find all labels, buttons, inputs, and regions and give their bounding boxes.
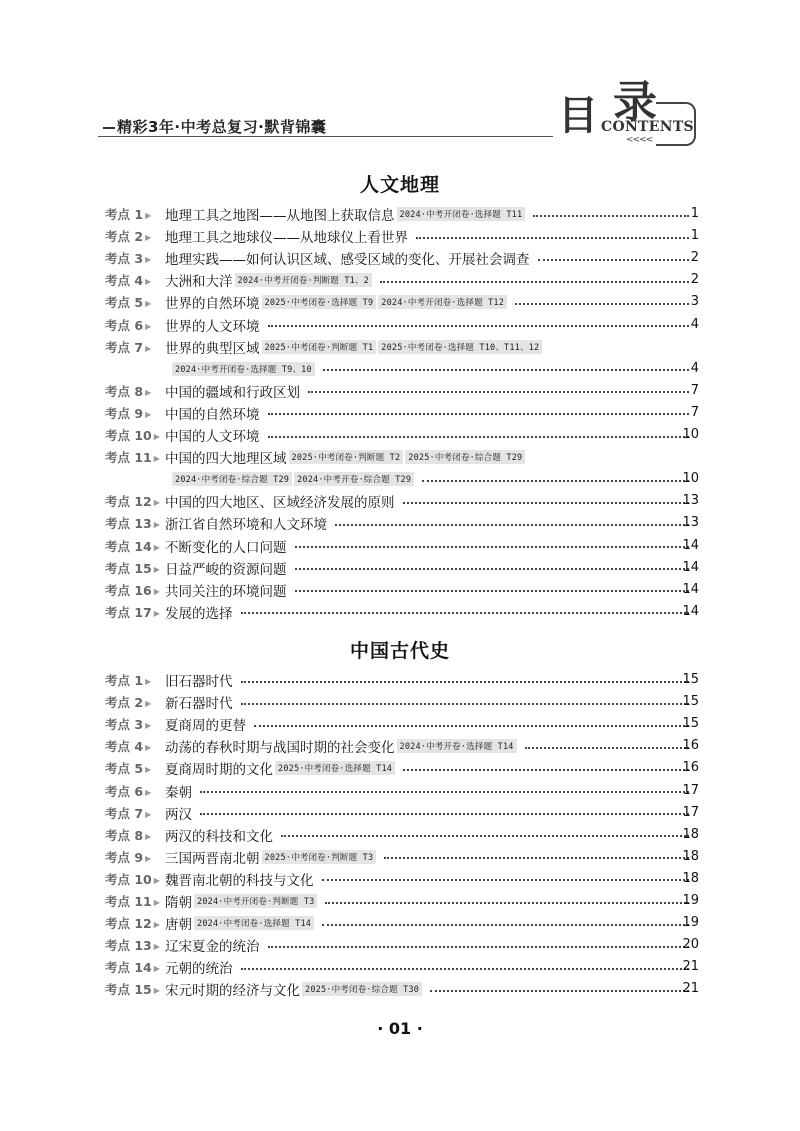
entry-label [105, 870, 160, 888]
dot-leader [241, 703, 690, 705]
entry-title: 中国的四大地理区域 [165, 451, 287, 468]
toc-entry[interactable] [0, 802, 800, 824]
triangle-right-icon: ▶ [153, 520, 160, 530]
brand-text: 精彩3年·中考总复习·默背锦囊 [117, 118, 327, 136]
dot-leader [268, 413, 690, 415]
entry-label [105, 603, 160, 621]
toc-entry[interactable] [0, 757, 800, 779]
entry-title: 地理工具之地球仪——从地球仪上看世界 [165, 230, 408, 247]
entry-label-text: 考点 9 [105, 405, 144, 421]
toc-entry[interactable] [0, 669, 800, 691]
logo-contents-text: CONTENTS [601, 119, 694, 135]
triangle-right-icon: ▶ [153, 564, 160, 574]
entry-line [165, 336, 693, 358]
triangle-right-icon: ▶ [153, 454, 160, 464]
entry-label [105, 316, 151, 334]
entry-page-number: 16 [682, 738, 699, 754]
dot-leader [241, 612, 690, 614]
toc-entry[interactable] [0, 424, 800, 446]
entry-title: 地理实践——如何认识区域、感受区域的变化、开展社会调查 [165, 252, 530, 269]
entry-page-number: 21 [682, 959, 699, 975]
toc-entry[interactable] [0, 490, 800, 512]
toc-entry[interactable] [0, 978, 800, 1000]
entry-label [105, 537, 160, 555]
entry-label-text: 考点 3 [105, 251, 144, 267]
entry-title: 夏商周的更替 [165, 718, 246, 735]
exam-source-tag: 2024·中考开闭卷·选择题 T12 [378, 295, 507, 309]
toc-entry-continuation [0, 468, 800, 490]
triangle-right-icon: ▶ [145, 831, 152, 841]
entry-label [105, 715, 151, 733]
dot-leader [538, 259, 690, 261]
triangle-right-icon: ▶ [145, 699, 152, 709]
triangle-right-icon: ▶ [153, 964, 160, 974]
triangle-right-icon: ▶ [145, 853, 152, 863]
entry-line [165, 824, 693, 846]
entry-label [105, 492, 160, 510]
triangle-right-icon: ▶ [145, 387, 152, 397]
entry-page-number: 7 [690, 382, 699, 398]
entry-label [105, 448, 160, 466]
triangle-right-icon: ▶ [153, 898, 160, 907]
dot-leader [422, 480, 689, 482]
dot-leader [323, 369, 689, 371]
entry-page-number: 15 [682, 672, 699, 687]
dot-leader [268, 325, 690, 327]
triangle-right-icon: ▶ [153, 942, 160, 952]
entry-label [105, 693, 151, 711]
entry-label-text: 考点 12 [105, 494, 152, 510]
entry-title: 不断变化的人口问题 [165, 539, 287, 556]
entry-label-text: 考点 7 [105, 339, 144, 355]
entry-label-text: 考点 2 [105, 695, 144, 711]
entry-title: 中国的自然环境 [165, 406, 260, 423]
entry-page-number: 13 [682, 493, 699, 509]
entry-label [105, 426, 160, 444]
dot-leader [241, 681, 690, 683]
entry-label [105, 826, 151, 844]
entry-page-number: 21 [682, 981, 699, 997]
toc-entry[interactable] [0, 269, 800, 291]
entry-label-text: 考点 5 [105, 761, 144, 777]
triangle-right-icon: ▶ [145, 277, 152, 287]
entry-line [165, 424, 693, 446]
dot-leader [325, 902, 689, 904]
toc-entry[interactable] [0, 824, 800, 846]
brand-lead-line [103, 127, 115, 129]
triangle-right-icon: ▶ [145, 743, 152, 753]
dot-leader [295, 546, 690, 548]
entry-page-number: 18 [682, 870, 699, 886]
dot-leader [430, 990, 689, 992]
entry-title: 元朝的统治 [165, 961, 233, 978]
entry-label-text: 考点 15 [105, 560, 152, 576]
entry-title: 唐朝 [165, 917, 192, 934]
dot-leader [525, 747, 689, 749]
dot-leader [308, 391, 689, 393]
entry-title: 两汉的科技和文化 [165, 828, 273, 845]
entry-page-number: 17 [682, 782, 699, 798]
entry-line [165, 446, 693, 468]
entry-line [165, 890, 693, 912]
entry-label [105, 759, 151, 777]
toc-entry[interactable] [0, 336, 800, 358]
entry-label [105, 293, 151, 311]
entry-label-text: 考点 10 [105, 871, 152, 887]
entry-line [170, 358, 693, 380]
toc-entry[interactable] [0, 402, 800, 424]
entry-page-number: 16 [682, 760, 699, 776]
triangle-right-icon: ▶ [153, 498, 160, 508]
entry-label [105, 559, 160, 577]
entry-line [165, 868, 693, 890]
entry-label [105, 804, 151, 822]
entry-page-number: 2 [690, 250, 699, 266]
toc-entry[interactable] [0, 203, 800, 225]
entry-page-number: 14 [682, 537, 699, 553]
toc-entry[interactable] [0, 512, 800, 534]
entry-line [165, 956, 693, 978]
triangle-right-icon: ▶ [145, 721, 152, 731]
dot-leader [403, 502, 690, 504]
toc-entry[interactable] [0, 314, 800, 336]
entry-page-number: 1 [690, 206, 699, 221]
triangle-right-icon: ▶ [145, 321, 152, 331]
triangle-right-icon: ▶ [145, 233, 152, 243]
entry-page-number: 10 [682, 427, 699, 442]
entry-label-text: 考点 2 [105, 229, 144, 245]
page-number: · 01 · [377, 1019, 423, 1038]
entry-label [105, 782, 151, 800]
dot-leader [322, 924, 689, 926]
entry-title: 浙江省自然环境和人文环境 [165, 517, 327, 534]
toc-entry[interactable] [0, 735, 800, 757]
entry-line [165, 380, 693, 402]
entry-label-text: 考点 1 [105, 207, 144, 222]
entry-page-number: 7 [690, 404, 699, 420]
entry-title: 隋朝 [165, 895, 192, 911]
exam-source-tag: 2025·中考闭卷·判断题 T1 [262, 340, 377, 354]
triangle-right-icon: ▶ [145, 299, 152, 309]
entry-page-number: 17 [682, 804, 699, 820]
dot-leader [384, 857, 689, 859]
toc-entry[interactable] [0, 890, 800, 912]
entry-label-text: 考点 4 [105, 739, 144, 755]
entry-title: 世界的自然环境 [165, 296, 260, 313]
entry-title: 两汉 [165, 806, 192, 823]
triangle-right-icon: ▶ [145, 343, 152, 353]
dot-leader [200, 791, 689, 793]
exam-source-tag: 2024·中考开卷·综合题 T29 [294, 472, 414, 486]
entry-line [165, 601, 693, 623]
entry-label [105, 227, 151, 245]
entry-line [165, 735, 693, 757]
toc-entry[interactable] [0, 247, 800, 269]
entry-label-text: 考点 10 [105, 428, 152, 443]
entry-line [165, 579, 693, 601]
triangle-right-icon: ▶ [153, 608, 160, 618]
entry-label [105, 914, 160, 932]
toc-entry[interactable] [0, 446, 800, 468]
entry-label-text: 考点 8 [105, 827, 144, 843]
entry-line [165, 247, 693, 269]
triangle-right-icon: ▶ [153, 586, 160, 596]
entry-label [105, 936, 160, 954]
entry-label [105, 271, 151, 289]
dot-leader [322, 879, 690, 881]
toc-entry[interactable] [0, 868, 800, 890]
entry-page-number: 18 [682, 826, 699, 842]
toc-entry[interactable] [0, 780, 800, 802]
entry-title: 日益严峻的资源问题 [165, 561, 287, 578]
toc-entry[interactable] [0, 225, 800, 247]
exam-source-tag: 2025·中考闭卷·选择题 T10、T11、12 [378, 340, 542, 354]
exam-source-tag: 2025·中考闭卷·综合题 T30 [302, 982, 422, 996]
entry-title: 辽宋夏金的统治 [165, 939, 260, 956]
dot-leader [254, 725, 689, 727]
entry-label-text: 考点 9 [105, 849, 144, 865]
toc-entry[interactable] [0, 579, 800, 601]
entry-title: 夏商周时期的文化 [165, 762, 273, 779]
entry-page-number: 14 [682, 603, 699, 619]
triangle-right-icon: ▶ [145, 409, 152, 419]
entry-title: 新石器时代 [165, 696, 233, 713]
triangle-right-icon: ▶ [153, 432, 160, 441]
toc-entry[interactable] [0, 535, 800, 557]
entry-title: 旧石器时代 [165, 674, 233, 690]
series-brand [103, 116, 326, 137]
dot-leader [380, 281, 689, 283]
chevron-left-icon: <<<< [626, 135, 653, 145]
exam-source-tag: 2025·中考闭卷·判断题 T2 [289, 450, 404, 464]
logo-char-lu: 录 [613, 77, 657, 128]
triangle-right-icon: ▶ [145, 677, 152, 686]
entry-page-number: 20 [682, 937, 699, 953]
logo-char-mu: 目 [558, 93, 598, 139]
entry-title: 中国的疆域和行政区划 [165, 384, 300, 401]
triangle-right-icon: ▶ [153, 542, 160, 552]
entry-line [165, 934, 693, 956]
entry-label-text: 考点 13 [105, 938, 152, 954]
entry-label-text: 考点 11 [105, 450, 152, 466]
entry-line [165, 203, 693, 225]
header-rule [98, 136, 553, 137]
entry-line [165, 225, 693, 247]
entry-label-text: 考点 5 [105, 295, 144, 311]
entry-line [165, 978, 693, 1000]
entry-title: 大洲和大洋 [165, 274, 233, 291]
dot-leader [416, 237, 689, 239]
entry-title: 秦朝 [165, 784, 192, 801]
section-heading: 人文地理 [359, 174, 440, 196]
entry-label [105, 338, 151, 356]
entry-label-text: 考点 8 [105, 383, 144, 399]
exam-source-tag: 2025·中考闭卷·综合题 T29 [405, 450, 525, 464]
dot-leader [200, 813, 689, 815]
exam-source-tag: 2025·中考闭卷·选择题 T14 [275, 761, 395, 775]
entry-title: 共同关注的环境问题 [165, 583, 287, 600]
entry-label [105, 848, 151, 866]
entry-page-number: 19 [682, 893, 699, 908]
entry-line [165, 269, 693, 291]
entry-label-text: 考点 1 [105, 673, 144, 688]
entry-line [165, 846, 693, 868]
entry-title: 三国两晋南北朝 [165, 850, 260, 867]
entry-label [105, 249, 151, 267]
entry-label [105, 737, 151, 755]
entry-page-number: 19 [682, 915, 699, 931]
dot-leader [295, 590, 690, 592]
entry-page-number: 14 [682, 559, 699, 575]
entry-line [165, 713, 693, 735]
entry-line [165, 291, 693, 313]
entry-line [165, 669, 693, 691]
entry-line [170, 468, 693, 490]
dot-leader [335, 524, 689, 526]
toc-entry[interactable] [0, 380, 800, 402]
entry-label-text: 考点 7 [105, 805, 144, 821]
toc-entry[interactable] [0, 934, 800, 956]
entry-label-text: 考点 14 [105, 960, 152, 976]
entry-page-number: 13 [682, 515, 699, 531]
dot-leader [268, 436, 690, 438]
entry-label-text: 考点 6 [105, 783, 144, 799]
entry-page-number: 2 [690, 272, 699, 288]
entry-page-number: 15 [682, 716, 699, 732]
triangle-right-icon: ▶ [145, 255, 152, 265]
dot-leader [268, 946, 690, 948]
toc-entry[interactable] [0, 713, 800, 735]
toc-entry[interactable] [0, 912, 800, 934]
entry-label-text: 考点 16 [105, 582, 152, 598]
triangle-right-icon: ▶ [145, 809, 152, 819]
entry-title: 魏晋南北朝的科技与文化 [165, 872, 314, 889]
entry-label [105, 958, 160, 976]
dot-leader [515, 303, 689, 305]
entry-label-text: 考点 14 [105, 538, 152, 554]
entry-label [105, 671, 151, 689]
triangle-right-icon: ▶ [145, 765, 152, 775]
dot-leader [295, 568, 690, 570]
exam-source-tag: 2025·中考闭卷·选择题 T9 [262, 295, 377, 309]
triangle-right-icon: ▶ [145, 787, 152, 797]
triangle-right-icon: ▶ [153, 875, 160, 885]
triangle-right-icon: ▶ [153, 986, 160, 996]
entry-label-text: 考点 12 [105, 916, 152, 932]
entry-page-number: 14 [682, 581, 699, 597]
entry-line [165, 512, 693, 534]
entry-label-text: 考点 4 [105, 273, 144, 289]
entry-label [105, 980, 160, 998]
entry-line [165, 557, 693, 579]
entry-title: 发展的选择 [165, 605, 233, 622]
entry-line [165, 490, 693, 512]
entry-line [165, 314, 693, 336]
entry-title: 世界的典型区域 [165, 340, 260, 357]
toc-entry[interactable] [0, 557, 800, 579]
entry-line [165, 912, 693, 934]
entry-line [165, 691, 693, 713]
entry-label-text: 考点 17 [105, 604, 152, 620]
exam-source-tag: 2024·中考开闭卷·选择题 T11 [397, 207, 526, 221]
dot-leader [281, 835, 689, 837]
entry-label [105, 404, 151, 422]
toc-entry[interactable] [0, 291, 800, 313]
toc-entry-continuation [0, 358, 800, 380]
exam-source-tag: 2024·中考闭卷·选择题 T14 [194, 916, 314, 930]
toc-entry[interactable] [0, 601, 800, 623]
entry-line [165, 780, 693, 802]
entry-line [165, 802, 693, 824]
exam-source-tag: 2024·中考闭卷·综合题 T29 [172, 472, 292, 486]
entry-page-number: 10 [682, 471, 699, 487]
dot-leader [403, 769, 689, 771]
entry-line [165, 757, 693, 779]
page-header [0, 0, 800, 160]
section-heading: 中国古代史 [349, 640, 450, 662]
exam-source-tag: 2024·中考开闭卷·选择题 T9、10 [172, 362, 315, 376]
triangle-right-icon: ▶ [153, 920, 160, 930]
entry-title: 动荡的春秋时期与战国时期的社会变化 [165, 740, 395, 757]
entry-title: 中国的四大地区、区域经济发展的原则 [165, 495, 395, 512]
entry-page-number: 4 [690, 360, 699, 376]
exam-source-tag: 2025·中考闭卷·判断题 T3 [262, 850, 377, 864]
entry-page-number: 4 [690, 316, 699, 332]
entry-label-text: 考点 3 [105, 717, 144, 733]
entry-label-text: 考点 11 [105, 894, 152, 909]
dot-leader [241, 968, 690, 970]
entry-label [105, 514, 160, 532]
toc-entry[interactable] [0, 691, 800, 713]
entry-label [105, 382, 151, 400]
entry-title: 宋元时期的经济与文化 [165, 983, 300, 1000]
entry-page-number: 15 [682, 694, 699, 710]
entry-label [105, 892, 160, 910]
toc-entry[interactable] [0, 956, 800, 978]
entry-label-text: 考点 6 [105, 317, 144, 333]
entry-line [165, 402, 693, 424]
triangle-right-icon: ▶ [145, 211, 152, 220]
entry-label-text: 考点 13 [105, 516, 152, 532]
entry-title: 地理工具之地图——从地图上获取信息 [165, 208, 395, 224]
dot-leader [533, 215, 689, 217]
entry-line [165, 535, 693, 557]
entry-page-number: 18 [682, 848, 699, 864]
contents-logo [556, 77, 698, 150]
exam-source-tag: 2024·中考开闭卷·判断题 T3 [194, 894, 317, 908]
entry-title: 中国的人文环境 [165, 429, 260, 445]
entry-label [105, 205, 151, 223]
toc-entry[interactable] [0, 846, 800, 868]
entry-page-number: 1 [690, 228, 699, 244]
entry-label-text: 考点 15 [105, 982, 152, 998]
entry-label [105, 581, 160, 599]
exam-source-tag: 2024·中考开卷·选择题 T14 [397, 739, 517, 753]
entry-page-number: 3 [690, 294, 699, 310]
entry-title: 世界的人文环境 [165, 318, 260, 335]
exam-source-tag: 2024·中考开闭卷·判断题 T1、2 [235, 273, 372, 287]
